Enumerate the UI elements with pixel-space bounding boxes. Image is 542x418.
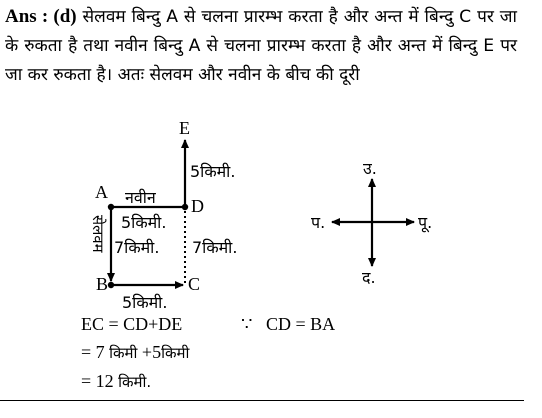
calc-line2-unit1: किमी xyxy=(109,344,138,362)
calc-cd-equals-ba: CD = BA xyxy=(266,314,336,334)
label-distance-dc: 7किमी. xyxy=(192,238,238,257)
label-point-d: D xyxy=(191,196,204,216)
compass-label-north: उ. xyxy=(363,159,377,178)
label-point-a: A xyxy=(95,182,108,202)
compass-label-west: प. xyxy=(311,213,326,232)
calc-line-1 xyxy=(81,314,182,335)
label-distance-bc: 5किमी. xyxy=(122,293,168,312)
calc-ec-equation: EC = CD+DE xyxy=(81,314,183,334)
calc-line3-prefix: = 12 xyxy=(81,371,119,391)
calc-line2-unit2: किमी xyxy=(161,344,190,362)
label-point-e: E xyxy=(179,118,190,138)
compass-label-east: पू. xyxy=(418,213,433,232)
calc-line-2 xyxy=(81,342,189,363)
label-naveen: नवीन xyxy=(125,188,156,207)
label-distance-de: 5किमी. xyxy=(190,162,236,181)
answer-text: सेलवम बिन्दु A से चलना प्रारम्भ करता है और अन्त में बिन्दु C पर जा के रुकता है तथा नवीन बिन्दु A से चलना प्रारम्भ करता है और अन्त में बिन्दु E पर जा कर रुकता है। अतः सेलवम और नवीन के बीच की दूरी xyxy=(5,7,517,85)
compass-label-south: द. xyxy=(362,268,376,287)
calc-line-3 xyxy=(81,371,151,392)
point-d-dot xyxy=(182,204,188,210)
point-b-dot xyxy=(108,282,114,288)
point-a-dot xyxy=(108,204,114,210)
label-point-b: B xyxy=(96,274,109,294)
label-distance-ad: 5किमी. xyxy=(121,213,167,232)
calc-because-symbol: ∵ xyxy=(241,314,253,334)
answer-lead: Ans : (d) xyxy=(5,6,77,27)
calc-line3-unit: किमी. xyxy=(118,373,152,391)
label-point-c: C xyxy=(188,274,201,294)
bottom-divider xyxy=(0,400,524,401)
calc-line2-mid: +5 xyxy=(137,342,162,362)
calc-line2-prefix: = 7 xyxy=(81,342,110,362)
label-selvam: सेलवम xyxy=(89,215,107,253)
label-distance-ab: 7किमी. xyxy=(114,238,160,257)
